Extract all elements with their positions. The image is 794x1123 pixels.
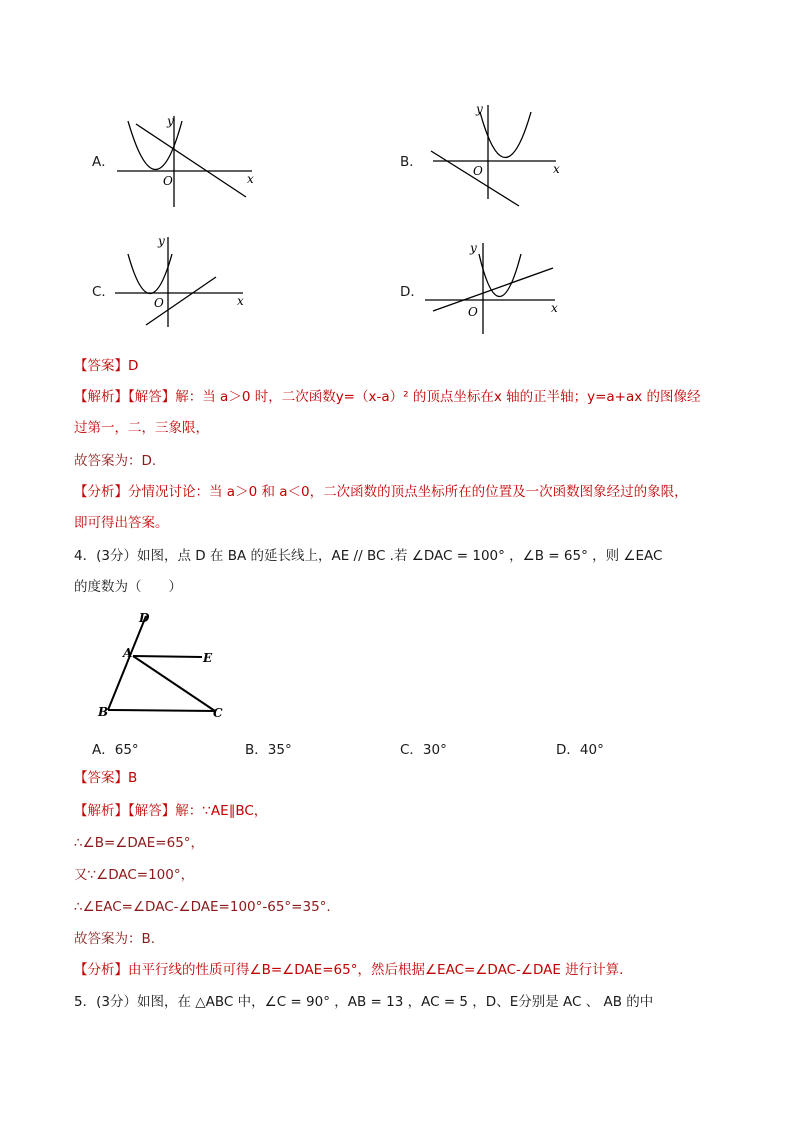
point-a-label: A <box>123 646 133 660</box>
point-c-label: C <box>213 706 223 720</box>
graph-b-origin-label: O <box>473 164 483 178</box>
graph-c-origin-label: O <box>154 296 164 310</box>
graph-a-y-label: y <box>167 114 174 128</box>
q5-stem: 5．(3分）如图，在 △ABC 中，∠C = 90° ，AB = 13 ，AC = 5 ，D、E分别是 AC 、 AB 的中 <box>74 994 654 1010</box>
option-a-label: A． <box>92 154 115 170</box>
q4-conclusion: 故答案为：B. <box>74 931 156 947</box>
graph-a-origin-label: O <box>163 174 173 188</box>
graph-b-y-label: y <box>476 102 483 116</box>
q3-analysis-line-1: 【解析】【解答】解：当 a＞0 时，二次函数y=（x-a）² 的顶点坐标在x 轴的正半轴；y=a+ax 的图像经 <box>74 389 701 405</box>
graph-c-x-label: x <box>237 294 244 308</box>
q4-option-c: C．30° <box>400 742 447 758</box>
graph-a-x-label: x <box>247 172 254 186</box>
graph-b-x-label: x <box>553 162 560 176</box>
q4-analysis-line-3: 又∵∠DAC=100°， <box>74 867 195 883</box>
option-d-label: D． <box>400 284 424 300</box>
q4-triangle-figure <box>92 606 262 736</box>
graph-d-y-label: y <box>470 241 477 255</box>
q3-summary-line-2: 即可得出答案。 <box>74 515 169 531</box>
q3-summary-line-1: 【分析】分情况讨论：当 a＞0 和 a＜0，二次函数的顶点坐标所在的位置及一次函数图象经过的象限， <box>74 484 688 500</box>
q4-analysis-line-2: ∴∠B=∠DAE=65°， <box>74 835 205 851</box>
q4-analysis-line-1: 【解析】【解答】解：∵AE∥BC， <box>74 803 268 819</box>
graph-d <box>420 238 570 338</box>
q4-option-d: D．40° <box>556 742 604 758</box>
point-e-label: E <box>203 651 213 665</box>
point-d-label: D <box>139 611 150 625</box>
q4-answer: 【答案】B <box>74 770 138 786</box>
graph-d-x-label: x <box>551 301 558 315</box>
graph-a <box>112 112 262 222</box>
graph-c <box>110 232 260 332</box>
q4-option-b: B．35° <box>245 742 292 758</box>
graph-b <box>418 100 568 210</box>
graph-d-origin-label: O <box>468 305 478 319</box>
option-c-label: C． <box>92 284 115 300</box>
q4-stem-line-1: 4．(3分）如图，点 D 在 BA 的延长线上，AE // BC .若 ∠DAC = 100° ，∠B = 65° ，则 ∠EAC <box>74 548 663 564</box>
q4-analysis-line-4: ∴∠EAC=∠DAC-∠DAE=100°-65°=35°. <box>74 899 331 915</box>
q4-option-a: A．65° <box>92 742 139 758</box>
point-b-label: B <box>98 705 109 719</box>
q4-stem-line-2: 的度数为（ ） <box>74 579 182 595</box>
q4-summary: 【分析】由平行线的性质可得∠B=∠DAE=65°，然后根据∠EAC=∠DAC-∠DAE 进行计算. <box>74 962 624 978</box>
q3-conclusion: 故答案为：D. <box>74 453 157 469</box>
q3-answer: 【答案】D <box>74 358 139 374</box>
q3-analysis-line-2: 过第一，二，三象限， <box>74 420 209 436</box>
graph-c-y-label: y <box>158 234 165 248</box>
option-b-label: B． <box>400 154 423 170</box>
